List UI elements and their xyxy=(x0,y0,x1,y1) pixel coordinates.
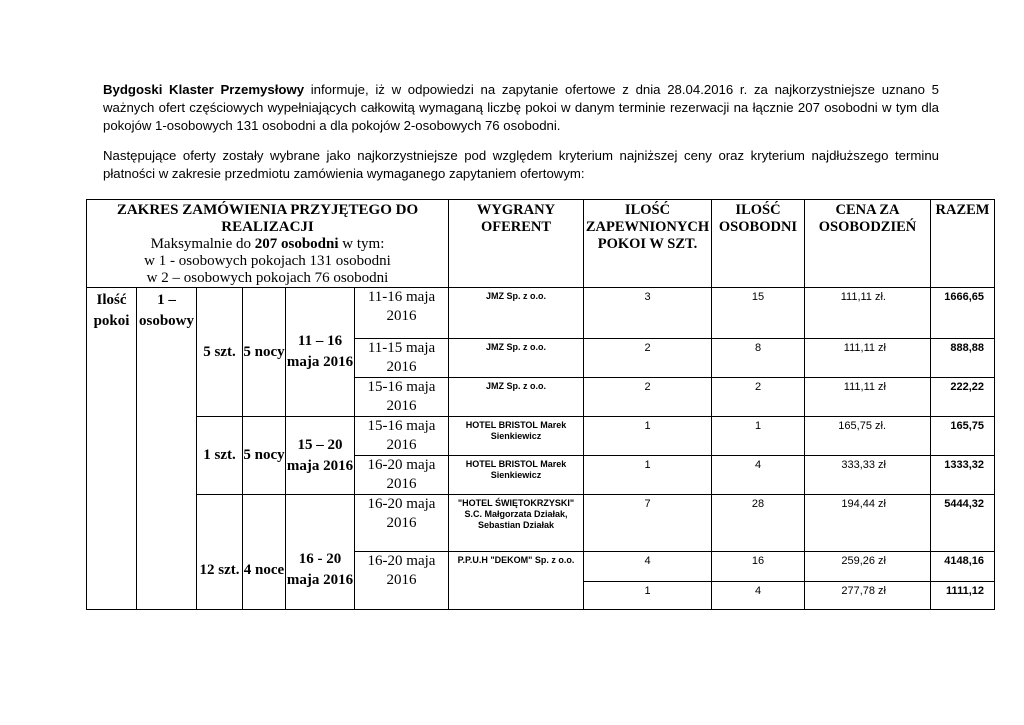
row-rooms: 2 xyxy=(584,339,712,378)
group-nights: 5 nocy xyxy=(243,417,286,495)
row-date: 15-16 maja 2016 xyxy=(355,417,449,456)
room-type: 1 – osobowy xyxy=(137,288,197,610)
row-date: 11-16 maja 2016 xyxy=(355,288,449,339)
group-qty: 5 szt. xyxy=(197,288,243,417)
group-qty: 1 szt. xyxy=(197,417,243,495)
price-header: CENA ZA OSOBODZIEŃ xyxy=(805,200,931,288)
row-offerer: JMZ Sp. z o.o. xyxy=(449,378,584,417)
row-total: 165,75 xyxy=(931,417,995,456)
row-price: 333,33 zł xyxy=(805,456,931,495)
selection-paragraph: Następujące oferty zostały wybrane jako najkorzystniejsze pod względem kryterium najniższej ceny oraz kryterium najdłuższego terminu płatności w zakresie przedmiotu zamówienia wymaganego zapytaniem ofertowym: xyxy=(103,148,939,181)
group-nights: 4 noce xyxy=(243,495,286,610)
row-total: 5444,32 xyxy=(931,495,995,552)
scope-single-line: w 1 - osobowych pokojach 131 osobodni xyxy=(144,253,391,269)
row-offerer: JMZ Sp. z o.o. xyxy=(449,339,584,378)
scope-header xyxy=(87,200,449,288)
table-row xyxy=(87,417,995,456)
persondays-header: ILOŚĆ OSOBODNI xyxy=(712,200,805,288)
total-header: RAZEM xyxy=(931,200,995,288)
row-total: 1333,32 xyxy=(931,456,995,495)
row-total: 222,22 xyxy=(931,378,995,417)
scope-max-line xyxy=(87,236,448,253)
row-rooms: 1 xyxy=(584,582,712,610)
intro-paragraph xyxy=(103,81,939,135)
row-persondays: 4 xyxy=(712,582,805,610)
row-date: 16-20 maja 2016 xyxy=(355,456,449,495)
row-rooms: 3 xyxy=(584,288,712,339)
table-header-row xyxy=(87,200,995,288)
row-total: 4148,16 xyxy=(931,552,995,582)
group-period: 11 – 16 maja 2016 xyxy=(286,288,355,417)
offers-table xyxy=(86,199,995,610)
row-total: 1111,12 xyxy=(931,582,995,610)
row-persondays: 15 xyxy=(712,288,805,339)
row-offerer: P.P.U.H "DEKOM" Sp. z o.o. xyxy=(449,552,584,610)
row-date: 15-16 maja 2016 xyxy=(355,378,449,417)
row-rooms: 4 xyxy=(584,552,712,582)
group-period: 15 – 20 maja 2016 xyxy=(286,417,355,495)
row-offerer: "HOTEL ŚWIĘTOKRZYSKI" S.C. Małgorzata Działak, Sebastian Działak xyxy=(449,495,584,552)
table-row xyxy=(87,288,995,339)
row-price: 259,26 zł xyxy=(805,552,931,582)
row-price: 165,75 zł. xyxy=(805,417,931,456)
row-persondays: 8 xyxy=(712,339,805,378)
row-price: 194,44 zł xyxy=(805,495,931,552)
room-count-label: Ilość pokoi xyxy=(87,288,137,610)
row-offerer: JMZ Sp. z o.o. xyxy=(449,288,584,339)
intro-text: informuje, iż w odpowiedzi na zapytanie ofertowe z dnia 28.04.2016 r. za najkorzystniejsze uznano 5 ważnych ofert częściowych wypełniających całkowitą wymaganą liczbę pokoi w danym terminie rezerwacji na łącznie 207 osobodni w tym dla pokojów 1-osobowych 131 osobodni a dla pokojów 2-osobowych 76 osobodni. xyxy=(103,82,939,133)
row-date: 16-20 maja 2016 xyxy=(355,495,449,552)
rooms-header: ILOŚĆ ZAPEWNIONYCH POKOI W SZT. xyxy=(584,200,712,288)
group-period: 16 - 20 maja 2016 xyxy=(286,495,355,610)
scope-max-value: 207 osobodni xyxy=(254,236,339,252)
row-persondays: 4 xyxy=(712,456,805,495)
group-nights: 5 nocy xyxy=(243,288,286,417)
row-total: 888,88 xyxy=(931,339,995,378)
scope-title: ZAKRES ZAMÓWIENIA PRZYJĘTEGO DO REALIZACJI xyxy=(116,202,419,235)
group-qty: 12 szt. xyxy=(197,495,243,610)
winner-header: WYGRANY OFERENT xyxy=(449,200,584,288)
scope-max-suffix: w tym: xyxy=(338,236,385,252)
row-rooms: 7 xyxy=(584,495,712,552)
row-price: 277,78 zł xyxy=(805,582,931,610)
row-date: 16-20 maja 2016 xyxy=(355,552,449,610)
row-persondays: 16 xyxy=(712,552,805,582)
row-rooms: 1 xyxy=(584,417,712,456)
row-persondays: 1 xyxy=(712,417,805,456)
row-date: 11-15 maja 2016 xyxy=(355,339,449,378)
row-price: 111,11 zł. xyxy=(805,288,931,339)
organization-name: Bydgoski Klaster Przemysłowy xyxy=(103,82,305,97)
scope-max-prefix: Maksymalnie do xyxy=(150,236,255,252)
table-row xyxy=(87,495,995,552)
row-persondays: 2 xyxy=(712,378,805,417)
row-rooms: 1 xyxy=(584,456,712,495)
row-persondays: 28 xyxy=(712,495,805,552)
row-offerer: HOTEL BRISTOL Marek Sienkiewicz xyxy=(449,456,584,495)
row-rooms: 2 xyxy=(584,378,712,417)
row-price: 111,11 zł xyxy=(805,339,931,378)
row-price: 111,11 zł xyxy=(805,378,931,417)
row-offerer: HOTEL BRISTOL Marek Sienkiewicz xyxy=(449,417,584,456)
scope-double-line: w 2 – osobowych pokojach 76 osobodni xyxy=(146,270,389,286)
row-total: 1666,65 xyxy=(931,288,995,339)
